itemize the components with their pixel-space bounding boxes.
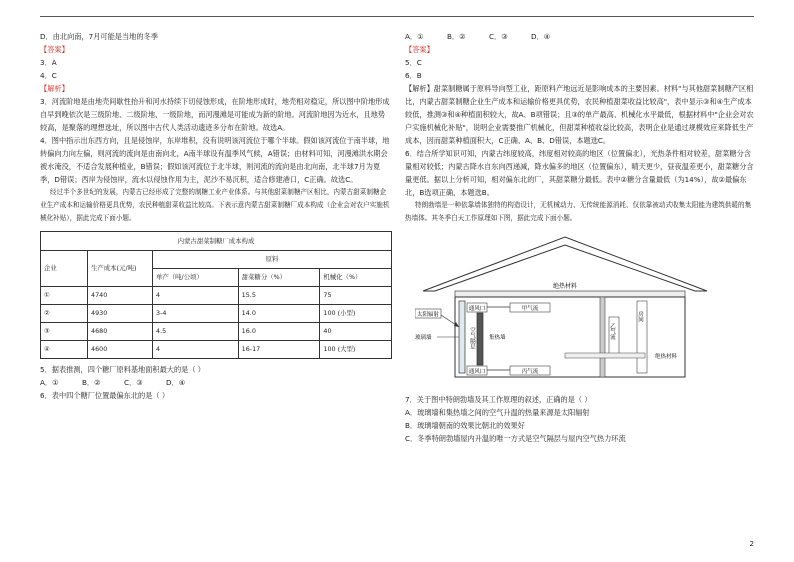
option-c: C．③	[489, 32, 508, 41]
answer-label: 【答案】	[40, 45, 69, 54]
header-sugar: 甜菜糖分（%）	[238, 269, 320, 287]
cell-mech: 40	[320, 323, 392, 341]
table-title: 内蒙古甜菜制糖厂成本构成	[41, 232, 392, 251]
answer-label: 【答案】	[405, 45, 434, 54]
roof-insulation	[455, 291, 685, 297]
question-6: 6．表中四个糖厂位置最偏东北的是（ ）	[40, 391, 170, 400]
collector-label: 集热墙	[489, 335, 506, 341]
vent-upper-label: 通风口	[468, 306, 486, 312]
cell-sugar: 16-17	[238, 341, 320, 359]
glass-label: 玻璃墙	[415, 335, 432, 341]
vent-lower-label: 通风口	[468, 369, 486, 375]
analysis-label: 【解析】	[40, 84, 69, 93]
question-7-option-c: C．冬季特朗勃墙屋内升温的唯一方式是空气隔层与屋内空气热力环流	[405, 434, 626, 443]
option-d-line: D．由北向南，7月可能是当地的冬季	[40, 32, 158, 41]
question-6-options	[405, 30, 757, 43]
room-label: 房间	[637, 311, 643, 322]
option-d: D．④	[531, 32, 551, 41]
answer-6: 6．B	[405, 71, 422, 80]
explanation-4: 4．图中指示出东西方向，且是侵蚀岸，东岸堆积，没有说明该河流位于哪个半球。假如该河流位于南半球，地转偏向力向左偏，则河流的流向是由南向北，A南半球设有温季风气候，A错误；由材料可知，河漫滩洪水期会被水淹没，不适合发展种植业，B错误；假如该河流位于北半球，则河流的流向是由北向南，北半球7月为夏季，D错误；西岸为侵蚀岸，流水以侵蚀作用为主，泥沙不易沉积，适合修建港口，C正确。故选C。	[40, 136, 390, 184]
header-enterprise: 企业	[41, 251, 88, 287]
table-row	[41, 305, 392, 323]
question-5-options	[40, 376, 392, 389]
cell-mech: 75	[320, 287, 392, 305]
cell-cost: 4680	[88, 323, 153, 341]
sunlight-label: 太阳辐射	[416, 312, 440, 318]
explanation-6: 6．结合所学知识可知，内蒙古纬度较高，纬度相对较高的地区（位置偏北），光热条件相对较差，甜菜糖分含量相对较低；内蒙古降水自东向西递减，降水偏多的地区（位置偏东），晴天更少，昼夜温差更小，甜菜糖分含量更低。据以上分析可知，相对偏东北的厂，其甜菜糖分最低。表中②糖分含量最低（为14%），故②最偏东北，B选项正确，本题选B。	[405, 149, 754, 197]
cell-id: ②	[41, 305, 88, 323]
question-7-option-b: B．玻璃墙朝南的效果比朝北的效果好	[405, 421, 525, 430]
header-yield: 单产（吨/公顷）	[153, 269, 239, 287]
cell-yield: 4.5	[153, 323, 239, 341]
insulation-top-label: 绝热材料	[552, 283, 578, 290]
cell-cost: 4930	[88, 305, 153, 323]
explanation-5: 【解析】甜菜制糖属于原料导向型工业，距原料产地远近是影响成本的主要因素。材料"与其他甜菜制糖产区相比，内蒙古甜菜制糖企业生产成本和运输价格更具优势，农民种植甜菜收益比较高"，表中显示③和④生产成本较低，推测③和④种植面积较大，故A、B项错误；且③的单产最高、机械化水平最低，根据材料中"企业会对农户实施机械化补贴"，说明企业需要推广机械化，但甜菜种植收益比较高，表明企业是通过规模效应来降低生产成本，因而甜菜种植面积大，C正确、A、B、D错误，本题选C。	[405, 84, 754, 145]
cell-yield: 3-4	[153, 305, 239, 323]
cell-sugar: 16.0	[238, 323, 320, 341]
glass-wall	[459, 301, 465, 373]
cell-yield: 4	[153, 287, 239, 305]
option-d: D．④	[166, 378, 186, 387]
answer-5: 5．C	[405, 58, 422, 67]
option-b: B．②	[447, 32, 466, 41]
cell-mech: 100 (大型)	[320, 341, 392, 359]
cell-cost: 4600	[88, 341, 153, 359]
cell-mech: 100 (小型)	[320, 305, 392, 323]
passage-intro: 经过半个多世纪的发展，内蒙古已经形成了完整的制糖工业产业体系。与其他甜菜制糖产区相比，内蒙古甜菜制糖企业生产成本和运输价格更具优势，农民种植甜菜收益比较高。下表示意内蒙古甜菜制糖厂成本构成（企业会对农户实施机械化补贴），据此完成下面小题。	[40, 188, 390, 222]
trombe-wall-diagram	[415, 231, 725, 383]
table-row	[41, 287, 392, 305]
page-number: 2	[749, 540, 754, 548]
cell-id: ①	[41, 287, 88, 305]
cell-yield: 4	[153, 341, 239, 359]
left-column	[40, 30, 392, 402]
cell-sugar: 14.0	[238, 305, 320, 323]
table-row	[41, 341, 392, 359]
header-cost: 生产成本(元/吨)	[88, 251, 153, 287]
question-5: 5．据表推测，四个糖厂原料基地面积最大的是（ ）	[40, 365, 205, 374]
hot-flow-label: 甲气流	[521, 306, 539, 312]
explanation-3: 3．河流阶地是由地壳间歇性抬升和河水持续下切侵蚀形成，在阶地形成时，地壳相对稳定，所以图中阶地形成自早到晚依次是三级阶地、二级阶地、一级阶地，而河漫滩是可能成为新的阶地。河流阶地因为近水，且地势较高，是聚落的理想选址，所以图中古代人类活动遗迹多分布在阶地。故选A。	[40, 97, 390, 132]
header-rule	[40, 16, 754, 17]
right-column	[405, 30, 757, 445]
insulation-mid-label: 绝热材料	[655, 354, 678, 360]
option-c: C．③	[124, 378, 143, 387]
cell-id: ③	[41, 323, 88, 341]
cell-sugar: 15.5	[238, 287, 320, 305]
table-row	[41, 323, 392, 341]
air-gap-label: 空气隔层	[469, 327, 475, 349]
option-a: A．①	[40, 378, 59, 387]
b-flow-label: 乙气流	[609, 323, 615, 340]
collector-wall	[477, 313, 483, 365]
option-a: A．①	[405, 32, 424, 41]
cell-cost: 4740	[88, 287, 153, 305]
question-7: 7．关于图中特朗勃墙及其工作原理的叙述，正确的是（ ）	[405, 395, 592, 404]
header-raw: 原料	[153, 251, 392, 269]
passage-intro-2: 特朗勃墙是一种依靠墙体独特的构造设计，无机械动力、无传统能源消耗、仅依靠被动式收集太阳能为建筑供暖的集热墙体。其冬季白天工作原理如下图，据此完成下面小题。	[405, 201, 752, 222]
answer-4: 4．C	[40, 71, 57, 80]
cold-flow-label: 丙气流	[521, 369, 539, 375]
option-b: B．②	[82, 378, 101, 387]
answer-3: 3．A	[40, 58, 57, 67]
cost-table	[40, 231, 392, 359]
header-mech: 机械化（%）	[320, 269, 392, 287]
cell-id: ④	[41, 341, 88, 359]
question-7-option-a: A．玻璃墙和集热墙之间的空气升温的热量来源是太阳辐射	[405, 408, 590, 417]
